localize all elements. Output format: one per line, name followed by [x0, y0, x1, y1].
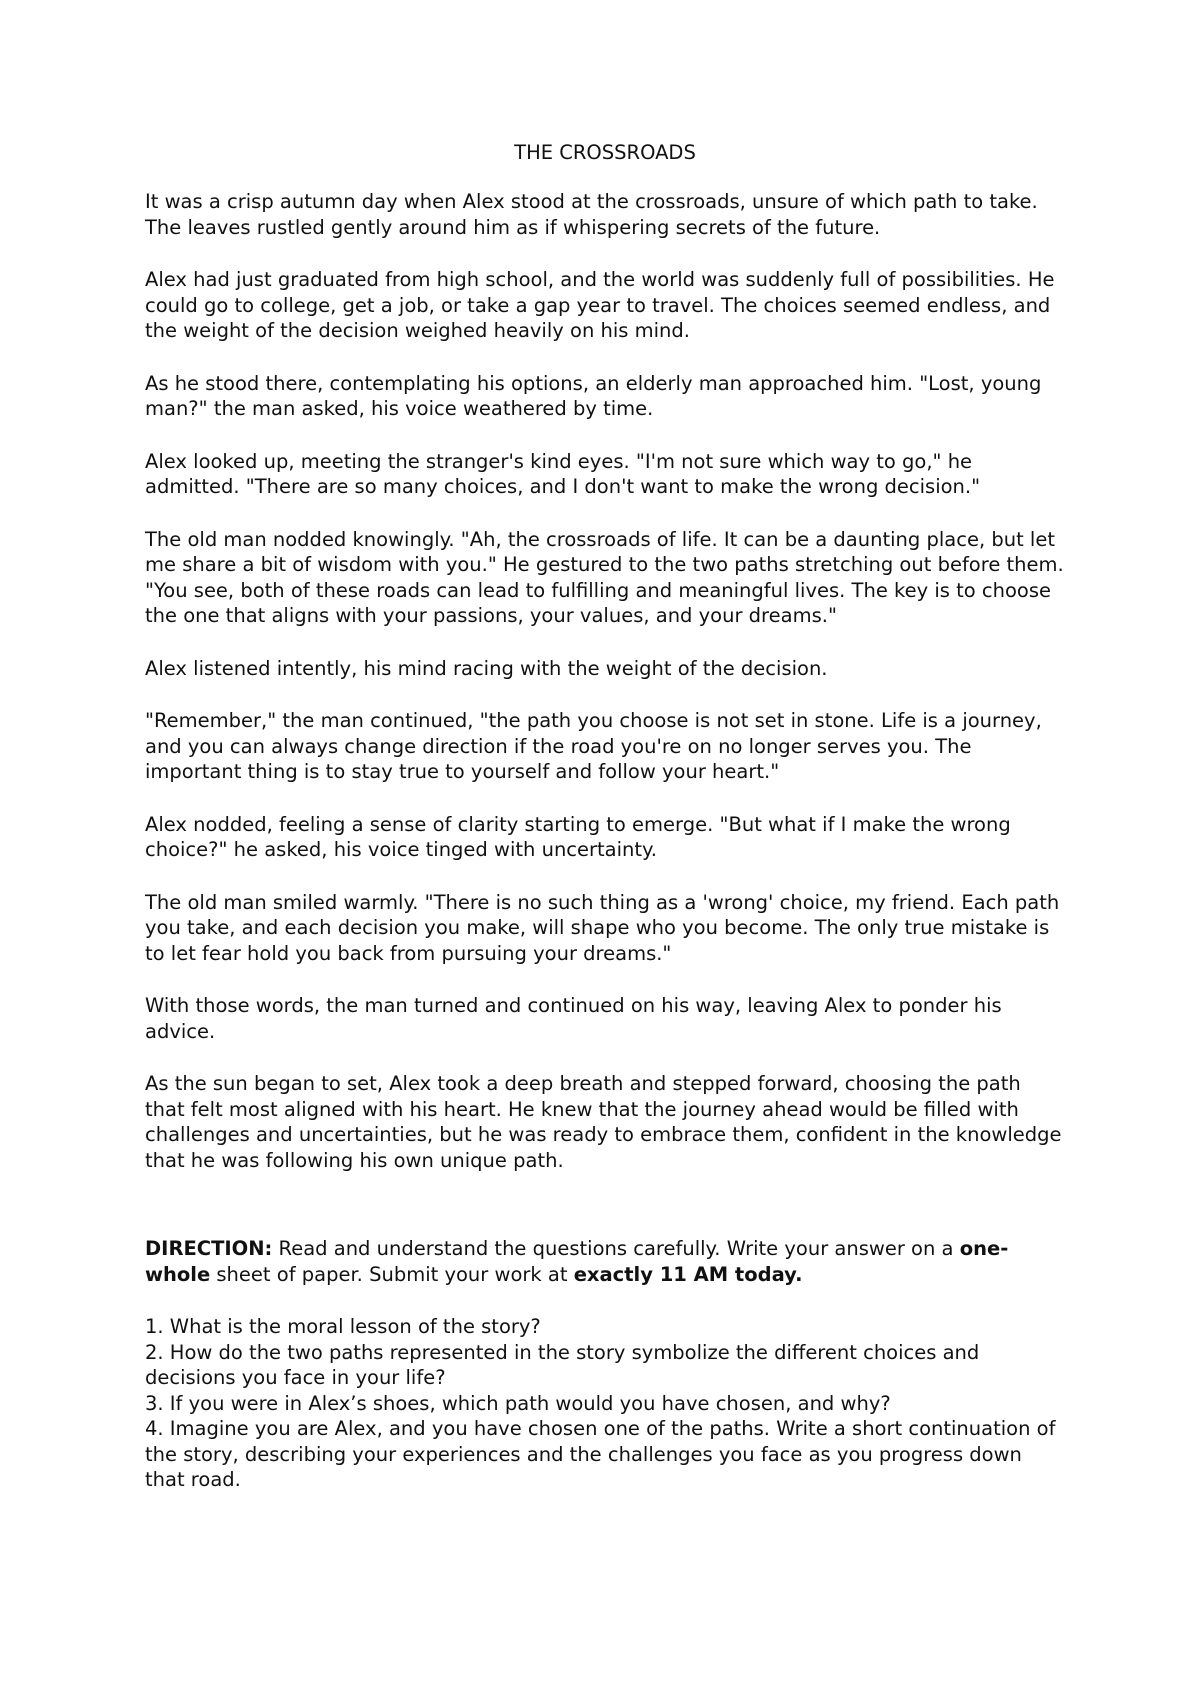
question-item: 1. What is the moral lesson of the story? [145, 1315, 541, 1338]
story-paragraph-9: The old man smiled warmly. "There is no such thing as a 'wrong' choice, my friend. Each path you take, and each decision you make, will shape who you become. The only true mistake is to let fear hold you back from pursuing your dreams." [145, 890, 1060, 965]
story-paragraph-1: It was a crisp autumn day when Alex stood at the crossroads, unsure of which path to take. The leaves rustled gently around him as if whispering secrets of the future. [145, 190, 1038, 239]
story-paragraph-7: "Remember," the man continued, "the path you choose is not set in stone. Life is a journey, and you can always change direction if the road you're on no longer serves you. The important thing is to stay true to yourself and follow your heart." [145, 709, 1042, 783]
story-paragraph-6: Alex listened intently, his mind racing with the weight of the decision. [145, 656, 828, 680]
document-title: THE CROSSROADS [514, 141, 696, 164]
question-list [145, 1314, 1065, 1493]
direction-label: DIRECTION: [145, 1237, 273, 1260]
question-item: 4. Imagine you are Alex, and you have chosen one of the paths. Write a short continuation of the story, describing your experiences and the challenges you face as you progress down that road. [145, 1417, 1056, 1491]
story-paragraph-2: Alex had just graduated from high school, and the world was suddenly full of possibilities. He could go to college, get a job, or take a gap year to travel. The choices seemed endless, and the weight of the decision weighed heavily on his mind. [145, 268, 1055, 342]
direction-instructions [145, 1236, 1065, 1287]
document-page [145, 140, 1065, 1493]
direction-text-1: Read and understand the questions carefully. Write your answer on a [272, 1237, 960, 1260]
story-paragraph-8: Alex nodded, feeling a sense of clarity starting to emerge. "But what if I make the wrong choice?" he asked, his voice tinged with uncertainty. [145, 812, 1011, 861]
story-paragraph-4: Alex looked up, meeting the stranger's kind eyes. "I'm not sure which way to go," he admitted. "There are so many choices, and I don't want to make the wrong decision." [145, 449, 981, 498]
question-item: 3. If you were in Alex’s shoes, which path would you have chosen, and why? [145, 1391, 891, 1415]
story-paragraph-11: As the sun began to set, Alex took a deep breath and stepped forward, choosing the path that felt most aligned with his heart. He knew that the journey ahead would be filled with challenges and uncertainties, but he was ready to embrace them, confident in the knowledge that he was following his own unique path. [145, 1072, 1062, 1172]
direction-bold-1: one-whole [145, 1237, 1009, 1286]
story-paragraph-5: The old man nodded knowingly. "Ah, the crossroads of life. It can be a daunting place, but let me share a bit of wisdom with you." He gestured to the two paths stretching out before them. "You see, both of these roads can lead to fulfilling and meaningful lives. The key is to choose the one that aligns with your passions, your values, and your dreams." [145, 527, 1064, 627]
story-paragraph-10: With those words, the man turned and continued on his way, leaving Alex to ponder his advice. [145, 994, 1002, 1043]
story-paragraph-3: As he stood there, contemplating his options, an elderly man approached him. "Lost, young man?" the man asked, his voice weathered by time. [145, 371, 1042, 420]
direction-text-2: sheet of paper. Submit your work at [210, 1262, 574, 1286]
direction-bold-2: exactly 11 AM today. [573, 1262, 803, 1286]
question-item: 2. How do the two paths represented in the story symbolize the different choices and decisions you face in your life? [145, 1340, 980, 1389]
